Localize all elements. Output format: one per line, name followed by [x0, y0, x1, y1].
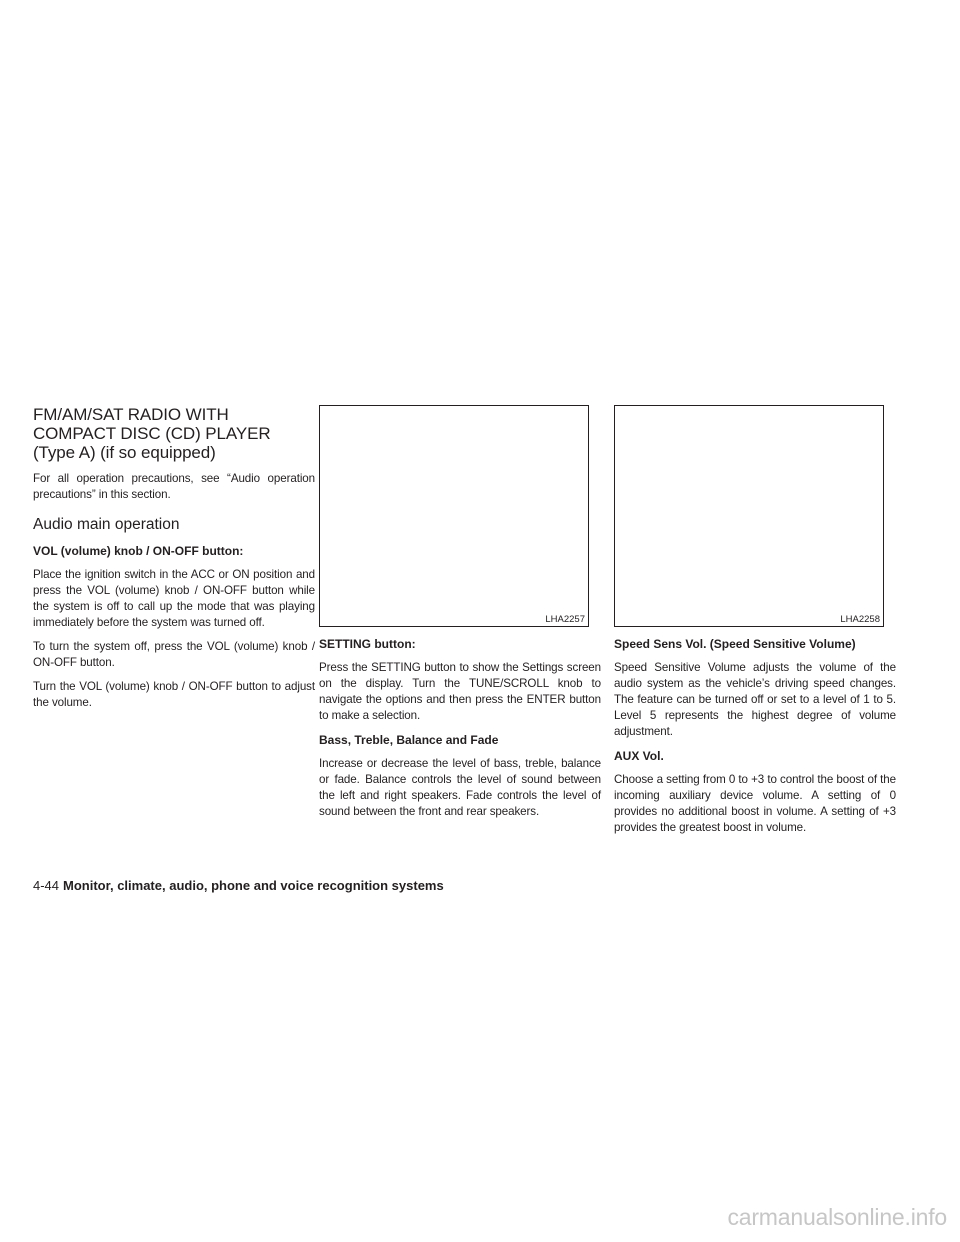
- speed-sens-heading: Speed Sens Vol. (Speed Sensitive Volume): [614, 637, 856, 651]
- figure-code: LHA2258: [840, 614, 880, 625]
- watermark: carmanualsonline.info: [727, 1204, 947, 1230]
- vol-knob-heading: VOL (volume) knob / ON-OFF button:: [33, 544, 244, 558]
- column-2: [319, 405, 601, 828]
- bass-treble-paragraph: Increase or decrease the level of bass, treble, balance or fade. Balance controls the level of sound between the left and right speakers. Fade controls the level of sound between the front and rear speakers.: [319, 757, 601, 818]
- chapter-title: Monitor, climate, audio, phone and voice recognition systems: [63, 878, 444, 893]
- setting-button-heading: SETTING button:: [319, 637, 416, 651]
- vol-paragraph-2: To turn the system off, press the VOL (volume) knob / ON-OFF button.: [33, 640, 315, 669]
- setting-paragraph: Press the SETTING button to show the Settings screen on the display. Turn the TUNE/SCROLL knob to navigate the options and then press the ENTER button to make a selection.: [319, 661, 601, 722]
- section-title: FM/AM/SAT RADIO WITH COMPACT DISC (CD) PLAYER (Type A) (if so equipped): [33, 405, 271, 462]
- intro-paragraph: For all operation precautions, see “Audio operation precautions” in this section.: [33, 472, 315, 501]
- vol-paragraph-3: Turn the VOL (volume) knob / ON-OFF button to adjust the volume.: [33, 680, 315, 709]
- figure-settings-screen: [319, 405, 589, 627]
- figure-code: LHA2257: [545, 614, 585, 625]
- speed-sens-paragraph: Speed Sensitive Volume adjusts the volume of the audio system as the vehicle’s driving speed changes. The feature can be turned off or set to a level of 1 to 5. Level 5 represents the highest degree of volume adjustment.: [614, 661, 896, 738]
- bass-treble-heading: Bass, Treble, Balance and Fade: [319, 733, 499, 747]
- vol-paragraph-1: Place the ignition switch in the ACC or ON position and press the VOL (volume) knob / ON-OFF button while the system is off to call up the mode that was playing immediately before the system was turned off.: [33, 568, 315, 629]
- page-footer: [33, 878, 444, 894]
- column-3: [614, 405, 896, 844]
- figure-speed-sensitive-volume: [614, 405, 884, 627]
- aux-vol-heading: AUX Vol.: [614, 749, 664, 763]
- column-1: [33, 405, 315, 719]
- subsection-title: Audio main operation: [33, 516, 180, 533]
- page-number: 4-44: [33, 878, 60, 893]
- aux-vol-paragraph: Choose a setting from 0 to +3 to control the boost of the incoming auxiliary device volume. A setting of 0 provides no additional boost in volume. A setting of +3 provides the greatest boost in volume.: [614, 773, 896, 834]
